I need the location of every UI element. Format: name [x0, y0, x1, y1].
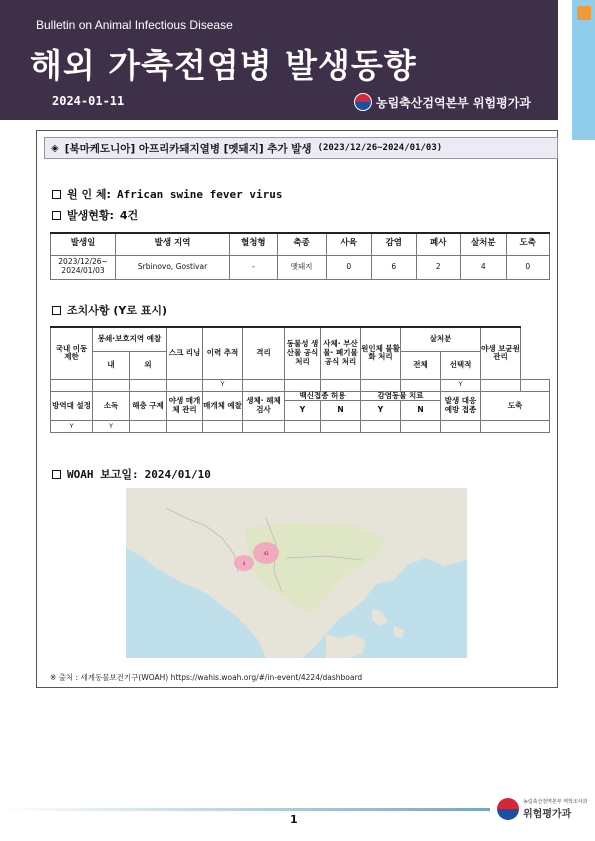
table-header: 야생 매개체 관리: [167, 391, 203, 421]
side-accent-strip: [572, 0, 595, 140]
table-header: Y: [285, 401, 321, 421]
footer-logo: [497, 798, 587, 820]
pathogen-line: [52, 186, 283, 202]
table-header: 매개체 예찰: [203, 391, 243, 421]
cluster-label: 4: [242, 561, 246, 566]
table-header: 발생 대응 예방 접종: [441, 391, 481, 421]
table-header: 국내 이동 제한: [51, 327, 93, 379]
table-header-row: [51, 391, 550, 401]
table-cell: Y: [203, 379, 243, 391]
table-header: N: [401, 401, 441, 421]
table-cell: 멧돼지: [277, 255, 326, 279]
checkbox-icon: [52, 306, 61, 315]
table-cell: [285, 379, 321, 391]
table-cell: 2: [416, 255, 460, 279]
table-cell: [481, 379, 521, 391]
table-header-row: [51, 327, 550, 351]
side-accent-square: [577, 6, 591, 20]
table-row: [51, 379, 550, 391]
table-header: 소독: [93, 391, 130, 421]
table-cell: 6: [372, 255, 416, 279]
footer-org-name: 위험평가과: [523, 809, 572, 820]
footer-divider: [0, 808, 490, 811]
table-header-row: [51, 233, 550, 255]
taegeuk-icon: [497, 798, 519, 820]
table-cell: 0: [326, 255, 372, 279]
table-cell: [361, 379, 401, 391]
table-header: 도축: [506, 233, 549, 255]
report-line: [52, 466, 211, 482]
table-header: 발생일: [51, 233, 116, 255]
measures-label: 조치사항 (Y로 표시): [67, 304, 168, 317]
table-header: 봉쇄·보호지역 예찰: [93, 327, 167, 351]
table-header: 발생 지역: [116, 233, 230, 255]
pathogen-label: 원 인 체:: [67, 188, 111, 201]
table-header: 전체: [401, 351, 441, 379]
outbreak-table: [50, 232, 550, 280]
table-cell: [521, 379, 550, 391]
cluster-label: 43: [263, 551, 269, 556]
table-cell: [285, 421, 321, 433]
table-cell: [130, 421, 167, 433]
table-header: Y: [361, 401, 401, 421]
table-cell: [361, 421, 401, 433]
table-header: 도축: [481, 391, 550, 421]
table-cell: [441, 421, 481, 433]
table-cell: [321, 379, 361, 391]
taegeuk-icon: [354, 93, 372, 111]
source-note: ※ 출처 : 세계동물보건기구(WOAH) https://wahis.woah.org/#/in-event/4224/dashboard: [50, 673, 363, 682]
table-header: 사체· 부산물· 폐기물 공식 처리: [321, 327, 361, 379]
measures-table: [50, 326, 550, 433]
table-header: 축종: [277, 233, 326, 255]
page-title: 해외 가축전염병 발생동향: [30, 46, 417, 85]
org-name: 농림축산검역본부 위험평가과: [376, 95, 531, 110]
section-header: [44, 137, 558, 159]
table-header: 동물성 생산물 공식 처리: [285, 327, 321, 379]
table-header: 감염동물 치료: [361, 391, 441, 401]
table-cell: Srbinovo, Gostivar: [116, 255, 230, 279]
table-cell: [93, 379, 130, 391]
table-cell: [321, 421, 361, 433]
table-header: 살처분: [460, 233, 506, 255]
table-header: 선택적: [441, 351, 481, 379]
map-graphic: [126, 488, 467, 658]
table-header: 이력 추적: [203, 327, 243, 379]
checkbox-icon: [52, 470, 61, 479]
table-header: 야생 보균원 관리: [481, 327, 521, 379]
checkbox-icon: [52, 211, 61, 220]
table-cell: [51, 379, 93, 391]
table-header: 혈청형: [229, 233, 277, 255]
diamond-icon: ◈: [51, 142, 59, 154]
table-header: 사육: [326, 233, 372, 255]
table-header: 방역대 설정: [51, 391, 93, 421]
table-header: 스크 리닝: [167, 327, 203, 379]
checkbox-icon: [52, 190, 61, 199]
table-cell: 0: [506, 255, 549, 279]
table-cell: [243, 379, 285, 391]
measures-line: [52, 302, 167, 318]
table-cell: [130, 379, 167, 391]
table-cell: [401, 379, 441, 391]
table-cell: 4: [460, 255, 506, 279]
section-title: [북마케도니아] 아프리카돼지열병 [멧돼지] 추가 발생: [64, 142, 312, 155]
table-header: 격리: [243, 327, 285, 379]
status-line: [52, 207, 138, 223]
pathogen-value: African swine fever virus: [116, 187, 283, 201]
table-cell: Y: [93, 421, 130, 433]
outbreak-map: [126, 488, 467, 658]
section-period: (2023/12/26~2024/01/03): [317, 143, 443, 153]
table-header: 생체· 해체 검사: [243, 391, 285, 421]
table-header: 백신접종 허용: [285, 391, 361, 401]
table-cell: -: [229, 255, 277, 279]
bulletin-label: Bulletin on Animal Infectious Disease: [36, 18, 233, 32]
table-header: 감염: [372, 233, 416, 255]
table-cell: [243, 421, 285, 433]
table-header: 원인체 불활화 처리: [361, 327, 401, 379]
table-row: [51, 255, 550, 279]
report-date: 2024/01/10: [144, 467, 211, 481]
table-cell: Y: [441, 379, 481, 391]
table-header: 외: [130, 351, 167, 379]
org-logo: [354, 93, 531, 111]
table-header: 내: [93, 351, 130, 379]
table-cell: [203, 421, 243, 433]
report-label: WOAH 보고일:: [67, 468, 139, 481]
status-label: 발생현황:: [67, 209, 114, 222]
table-cell: Y: [51, 421, 93, 433]
table-cell: 2023/12/26~ 2024/01/03: [51, 255, 116, 279]
table-header: 폐사: [416, 233, 460, 255]
table-cell: [167, 421, 203, 433]
table-header: N: [321, 401, 361, 421]
page-number: 1: [290, 813, 298, 826]
table-header: 해충 구제: [130, 391, 167, 421]
table-header: 살처분: [401, 327, 481, 351]
footer-org-small: 농림축산검역본부 역학조사과: [523, 799, 588, 805]
table-cell: [481, 421, 550, 433]
issue-date: 2024-01-11: [52, 94, 125, 108]
table-cell: [167, 379, 203, 391]
status-value: 4건: [119, 209, 139, 222]
table-row: [51, 421, 550, 433]
table-cell: [401, 421, 441, 433]
